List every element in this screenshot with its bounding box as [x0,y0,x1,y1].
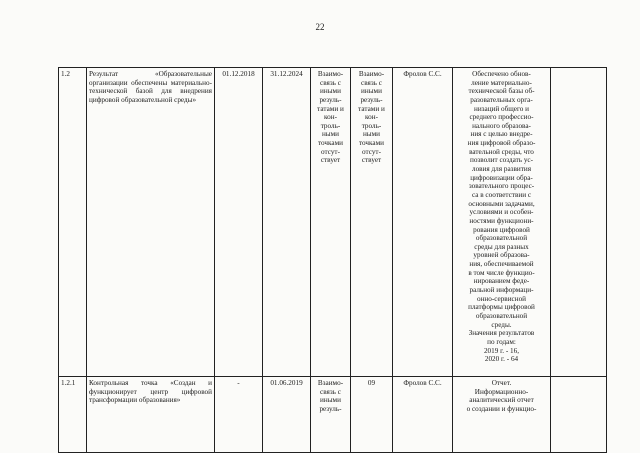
table-row [59,377,607,453]
row-extra-cell [551,377,607,453]
row-responsible: Фролов С.С. [393,377,453,453]
row-start-date: - [215,377,263,453]
row-link-previous: Взаимо- связь с иными резуль- татами и кон- троль- ными точками отсут- ствует [311,68,351,377]
page-number: 22 [315,22,325,32]
row-end-date: 01.06.2019 [263,377,311,453]
row-title: Результат «Образовательные организации обеспечены материально-технической базой для внедрения цифровой образовательной среды» [87,68,215,377]
row-title: Контрольная точка «Создан и функционирует центр цифровой трансформации образования» [87,377,215,453]
table-row [59,68,607,377]
row-start-date: 01.12.2018 [215,68,263,377]
row-link-previous: Взаимо- связь с иными резуль- [311,377,351,453]
row-link-next: 09 [351,377,393,453]
row-link-next: Взаимо- связь с иными резуль- татами и кон- троль- ными точками отсут- ствует [351,68,393,377]
row-responsible: Фролов С.С. [393,68,453,377]
plan-table [58,67,607,453]
row-description: Отчет. Информационно- аналитический отчет о создании и функцио- [453,377,551,453]
row-description: Обеспечено обнов- ление материально- технической базы об- разовательных орга- низаций общего и среднего профессио- нального образова- ния с целью внедре- ния цифровой образо- вательной среды, что позволит создать ус- ловия для развития цифровизации обра- зовательного процес- са в соответствии с основными задачами, условиями и особен- ностями функциони- рования цифровой образовательной среды для разных уровней образова- ния, обеспечиваемой в том числе функцио- нированием феде- ральной информаци- онно-сервисной платформы цифровой образовательной среды. Значения результатов по годам: 2019 г. - 16, 2020 г. - 64 [453,68,551,377]
row-number: 1.2 [59,68,87,377]
row-extra-cell [551,68,607,377]
row-end-date: 31.12.2024 [263,68,311,377]
row-number: 1.2.1 [59,377,87,453]
